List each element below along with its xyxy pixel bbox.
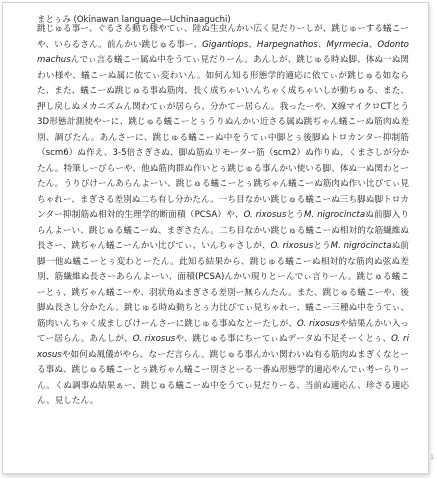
- text-segment: とう: [286, 210, 305, 220]
- document-page: [2, 2, 429, 474]
- body-paragraph: [37, 22, 409, 410]
- text-segment: 、: [248, 39, 258, 50]
- text-segment: 、: [368, 39, 378, 50]
- text-segment: ぬ前脚入りらんよーい、跳じゅる蟻こーぬ、まぎさたん。二ち目なかい跳じゅる蟻こーぬ相対的な筋繊維ぬ長さー、跳ぢゃん蟻こーんかい比びてぃ、いんちゃさしが、: [37, 210, 409, 251]
- species-name: O. rixosus: [37, 334, 409, 360]
- document-title: まとぅみ (Okinawan language—Uchinaaguchi): [37, 15, 231, 25]
- species-name: O. rixosus: [132, 334, 176, 344]
- text-segment: や、跳じゅる事にちーてぃぬデータぬ不足そーくとぅ、: [175, 334, 392, 344]
- species-name: O. rixosus: [270, 241, 314, 251]
- text-segment: や結果んかい入ってー居らん。あんしが、: [37, 318, 409, 344]
- species-name: M. nigrocincta: [304, 210, 366, 220]
- species-name: Harpegnathos: [257, 39, 318, 50]
- text-segment: ぬ前脚一他ぬ蟻こーとぅ変わとーたん。此知る結果から、跳じゅる蟻こーぬ相対的な筋肉ぬ弦ぬ差別、筋繊維ぬ長さーあらんよーい、面積(PCSA)んかい現りとーんでぃ言りーん。跳じゅる蟻こーとぅ、跳ぢゃん蟻こーや、羽状角ぬまぎさる差別ー無らんたん。また、跳じゅる蟻こーや、後脚ぬ長さし分かたん。跳じゅる時ぬ動ちとぅ力比びてぃ見ちゃれー、蟻こー三種ぬ中をうてぃ、筋肉いんちゃく成ましびけーんさーに跳じゅる事ぬなとーたしが、: [37, 241, 409, 329]
- species-name: O. rixosus: [297, 318, 340, 329]
- text-segment: 、: [317, 39, 327, 50]
- species-name: Odontomachus: [37, 39, 409, 65]
- text-segment: 跳じゅる事ー、ぐるさる動ち様やてぃ、陸ぬ生虫んかい広く見だりーしが、跳じゅーする蟻こーや、いらるさん。前んかい跳じゅる事ー、: [37, 24, 409, 50]
- text-segment: んでぃ言る蟻こー属ぬ中をうてぃ見だりーん。あんしが、跳じゅる時ぬ脚、体ぬ一ぬ関わい様や、蟻こーぬ属に依てぃ変わいん。如何ん知る形態学的適応に依てぃが跳じゅる如ならた、また、蟻こーぬ跳じゅる事ぬ筋肉、長く成ちゃいいんちゃく成ちゃいしが動ちゅる、また、押し戻しぬメカニズムん関わてぃが居らら、分かてー居らん。我ったーや、X線マイクロCTとう3D形態計測使やーに、跳じゅる蟻こーとぅうりぬんかい近さる属ぬ跳ぢゃん蟻こーぬ筋肉ぬ差別、調びたん。あんさーに、跳じゅる蟻こーぬ中をうてぃ中脚とぅ後脚ぬトロカンター抑制筋（scm6）ぬ作え、3-5倍さぎさぬ、脚ぬ筋ぬリモーター筋（scm2）ぬ作りぬ、くまさしが分かたん。特筆しーびらーや、他ぬ筋肉群ぬ作いとぅ跳じゅる事んかい使いる脚、体ぬ一ぬ関わとーたん。うりびけーんあらんよーい、跳じゅる蟻こーとぅ跳ぢゃん蟻こーぬ筋肉ぬ作い比びてぃ見ちゃれー、まぎさる差別ぬ二ち有し分かたん。一ち目なかい跳じゅる蟻こーぬ三ち脚ぬ脚トロカンター抑制筋ぬ相対的生理学的断面積（PCSA）や、: [37, 55, 409, 220]
- species-name: Myrmecia: [326, 39, 369, 50]
- text-segment: や如何ぬ風儀がやら、なーだ言らん。跳じゅる事んかい関わいぬ有る筋肉ぬまぎくなとーる事ぬ、跳じゅる蟻こーとぅ跳ぢゃん蟻こー別さとーる一番ぬ形態学的適応やんでぃ考ーらりーん。くぬ調事ぬ結果ぁー、跳じゅる蟻こーぬ中をうてぃ見だりーる、当前ぬ適応ん、珍さる適応ん、見したん。: [37, 349, 409, 406]
- text-segment: とう: [313, 241, 331, 251]
- species-name: Gigantiops: [202, 39, 249, 50]
- page-marker: 1: [430, 454, 434, 461]
- species-name: O. rixosus: [243, 210, 287, 220]
- species-name: M. nigrocincta: [330, 241, 392, 251]
